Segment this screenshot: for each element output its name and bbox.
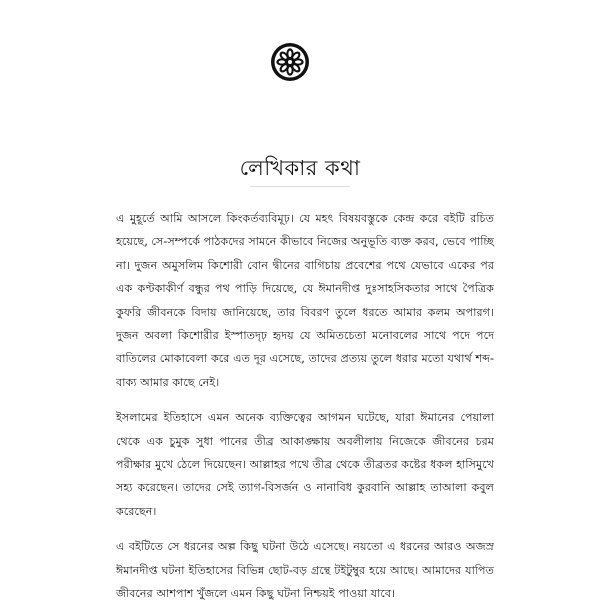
paragraph-1: এ মুহূর্তে আমি আসলে কিংকর্তব্যবিমূঢ়। যে মহৎ বিষয়বস্তুকে কেন্দ্র করে বইটি রচিত হয়েছে, সে-সম্পর্কে পাঠকদের সামনে কীভাবে নিজের অনুভূতি ব্যক্ত করব, ভেবে পাচ্ছি না। দুজন অমুসলিম কিশোরী বোন দ্বীনের বাগিচায় প্রবেশের পথে যেভাবে একের পর এক কণ্টকাকীর্ণ বন্ধুর পথ পাড়ি দিয়েছে, যে ঈমানদীপ্ত দুঃসাহসিকতার সাথে পৈত্রিক কুফরি জীবনকে বিদায় জানিয়েছে, তার বিবরণ তুলে ধরতে আমার কলম অপারগ। দুজন অবলা কিশোরীর ইস্পাতদৃঢ় হৃদয় যে অমিতচেতা মনোবলের সাথে পদে পদে বাতিলের মোকাবেলা করে এত দূর এসেছে, তাদের প্রত্যয় তুলে ধরার মতো যথার্থ শব্দ-বাক্য আমার কাছে নেই।	[116, 212, 494, 389]
flower-ornament-icon	[270, 42, 310, 82]
paragraph-3: এ বইটিতে সে ধরনের অল্প কিছু ঘটনা উঠে এসেছে। নয়তো এ ধরনের আরও অজস্র ঈমানদীপ্ত ঘটনা ইতিহাসের বিভিন্ন ছোট-বড় গ্রন্থে টইটুম্বুর হয়ে আছে। আমাদের যাপিত জীবনের আশপাশ খুঁজলে এমন কিছু ঘটনা নিশ্চয়ই পাওয়া যাবে।	[116, 540, 494, 600]
body-text	[116, 207, 494, 600]
title-divider	[250, 186, 350, 187]
paragraph-2: ইসলামের ইতিহাসে এমন অনেক ব্যক্তিত্বের আগমন ঘটেছে, যারা ঈমানের পেয়ালা থেকে এক চুমুক সুধা পানের তীব্র আকাঙ্ক্ষায় অবলীলায় নিজেকে জীবনের চরম পরীক্ষার মুখে ঠেলে দিয়েছেন। আল্লাহর পথে তীব্র থেকে তীব্রতর কষ্টের ধকল হাসিমুখে সহ্য করেছেন। তাদের সেই ত্যাগ-বিসর্জন ও নানাবিধ কুরবানি আল্লাহ তাআলা কবুল করেছেন।	[116, 411, 494, 518]
page-title: লেখিকার কথা	[239, 156, 361, 180]
